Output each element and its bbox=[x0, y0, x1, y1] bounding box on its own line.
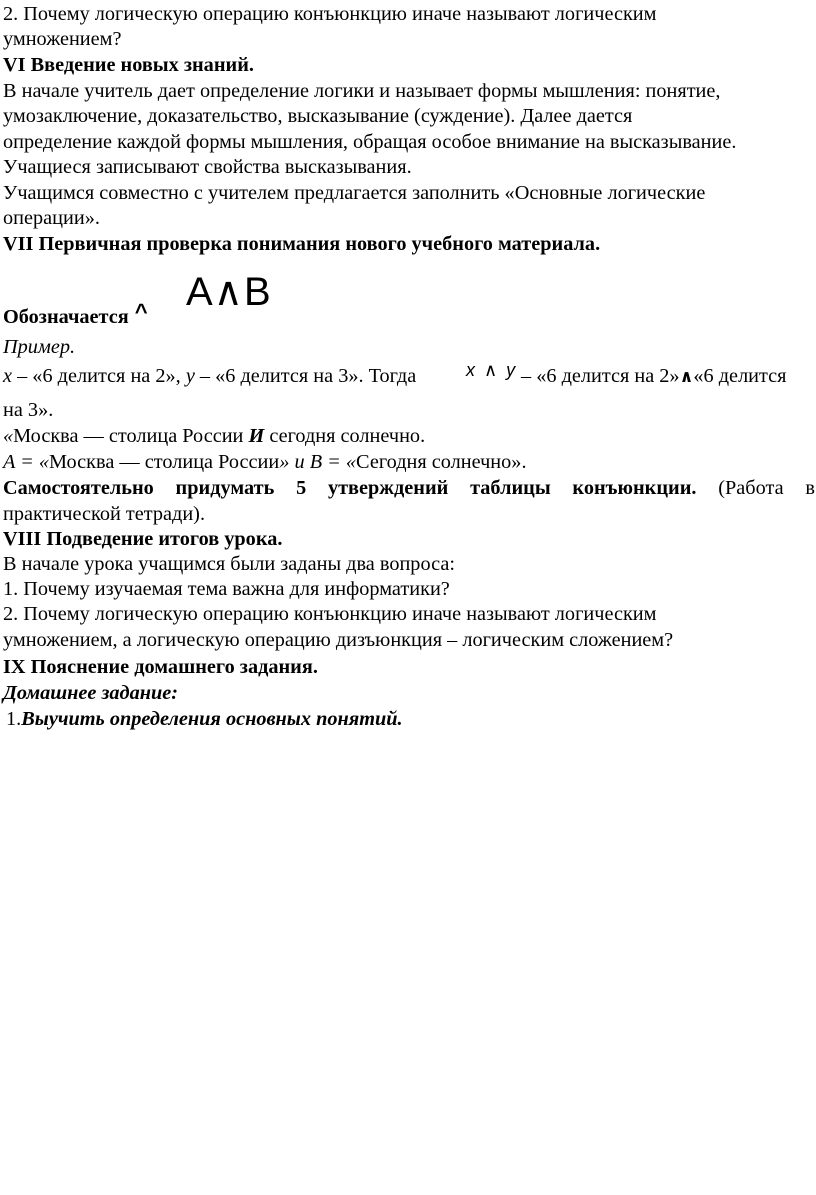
x-and-y-expression: x ∧ y bbox=[466, 360, 518, 380]
task-word: 5 bbox=[296, 477, 307, 499]
a-equals: A = « bbox=[3, 451, 49, 473]
example-line-2: на 3». bbox=[3, 399, 54, 421]
example-text-4: «6 делится bbox=[693, 365, 787, 387]
section-6-paragraph-b-line-1: Учащимся совместно с учителем предлагается заполнить «Основные логические bbox=[3, 182, 706, 204]
section-6-heading: VI Введение новых знаний. bbox=[3, 54, 254, 76]
section-6-paragraph-line-4: Учащиеся записывают свойства высказывания. bbox=[3, 156, 412, 178]
section-8-line-3: 2. Почему логическую операцию конъюнкцию иначе называют логическим bbox=[3, 603, 657, 625]
b-value: Сегодня солнечно». bbox=[356, 451, 527, 473]
section-6-paragraph-line-3: определение каждой формы мышления, обращая особое внимание на высказывание. bbox=[3, 131, 737, 153]
conjunction-expression: A∧B bbox=[186, 270, 272, 314]
task-word: утверждений bbox=[327, 477, 449, 499]
example-text-1: – «6 делится на 2», bbox=[12, 365, 186, 387]
a-b-definition bbox=[3, 450, 527, 474]
section-6-paragraph-line-1: В начале учитель дает определение логики и называет формы мышления: понятие, bbox=[3, 80, 721, 102]
section-6-paragraph-line-2: умозаключение, доказательство, высказывание (суждение). Далее дается bbox=[3, 105, 633, 127]
a-value: Москва — столица России bbox=[49, 451, 280, 473]
task-word: Самостоятельно bbox=[3, 477, 154, 499]
and-word: И bbox=[248, 425, 265, 447]
var-x: x bbox=[3, 365, 13, 387]
conjunction-symbol: ^ bbox=[134, 299, 148, 324]
section-8-heading: VIII Подведение итогов урока. bbox=[3, 528, 283, 550]
moscow-statement bbox=[3, 424, 425, 448]
task-word: конъюнкции. bbox=[572, 477, 697, 499]
notation-label: Обозначается bbox=[3, 306, 129, 328]
homework-label: Домашнее задание: bbox=[3, 682, 179, 704]
section-6-paragraph-b-line-2: операции». bbox=[3, 207, 100, 229]
section-7-heading: VII Первичная проверка понимания нового учебного материала. bbox=[3, 233, 601, 255]
moscow-text: Москва — столица России bbox=[13, 425, 249, 447]
b-equals: » и B = « bbox=[279, 451, 357, 473]
task-word: придумать bbox=[175, 477, 275, 499]
example-text-3: – «6 делится на 2» bbox=[521, 365, 680, 387]
question-2-line-2: умножением? bbox=[3, 28, 122, 50]
example-line-1-tail bbox=[521, 364, 786, 389]
example-line-1 bbox=[3, 364, 416, 388]
task-word: таблицы bbox=[470, 477, 551, 499]
section-9-heading: IX Пояснение домашнего задания. bbox=[3, 656, 318, 678]
homework-item-number: 1. bbox=[6, 708, 22, 730]
question-2-line-1: 2. Почему логическую операцию конъюнкцию иначе называют логическим bbox=[3, 3, 657, 25]
inline-conjunction-symbol: ∧ bbox=[679, 367, 694, 386]
example-text-2: – «6 делится на 3». Тогда bbox=[194, 365, 417, 387]
task-line-1 bbox=[3, 476, 815, 500]
open-quote: « bbox=[3, 425, 14, 447]
section-8-line-4: умножением, а логическую операцию дизъюнкция – логическим сложением? bbox=[3, 629, 674, 651]
section-8-line-2: 1. Почему изучаемая тема важна для информатики? bbox=[3, 578, 450, 600]
homework-item-text: Выучить определения основных понятий. bbox=[21, 708, 403, 730]
example-heading: Пример. bbox=[3, 336, 76, 358]
notation-line bbox=[3, 300, 148, 329]
task-line-2: практической тетради). bbox=[3, 503, 206, 525]
task-word: в bbox=[805, 477, 815, 499]
homework-item bbox=[6, 707, 403, 731]
task-word: (Работа bbox=[718, 477, 784, 499]
section-8-line-1: В начале урока учащимся были заданы два вопроса: bbox=[3, 553, 455, 575]
sunny-text: сегодня солнечно. bbox=[264, 425, 426, 447]
var-y: y bbox=[185, 365, 195, 387]
